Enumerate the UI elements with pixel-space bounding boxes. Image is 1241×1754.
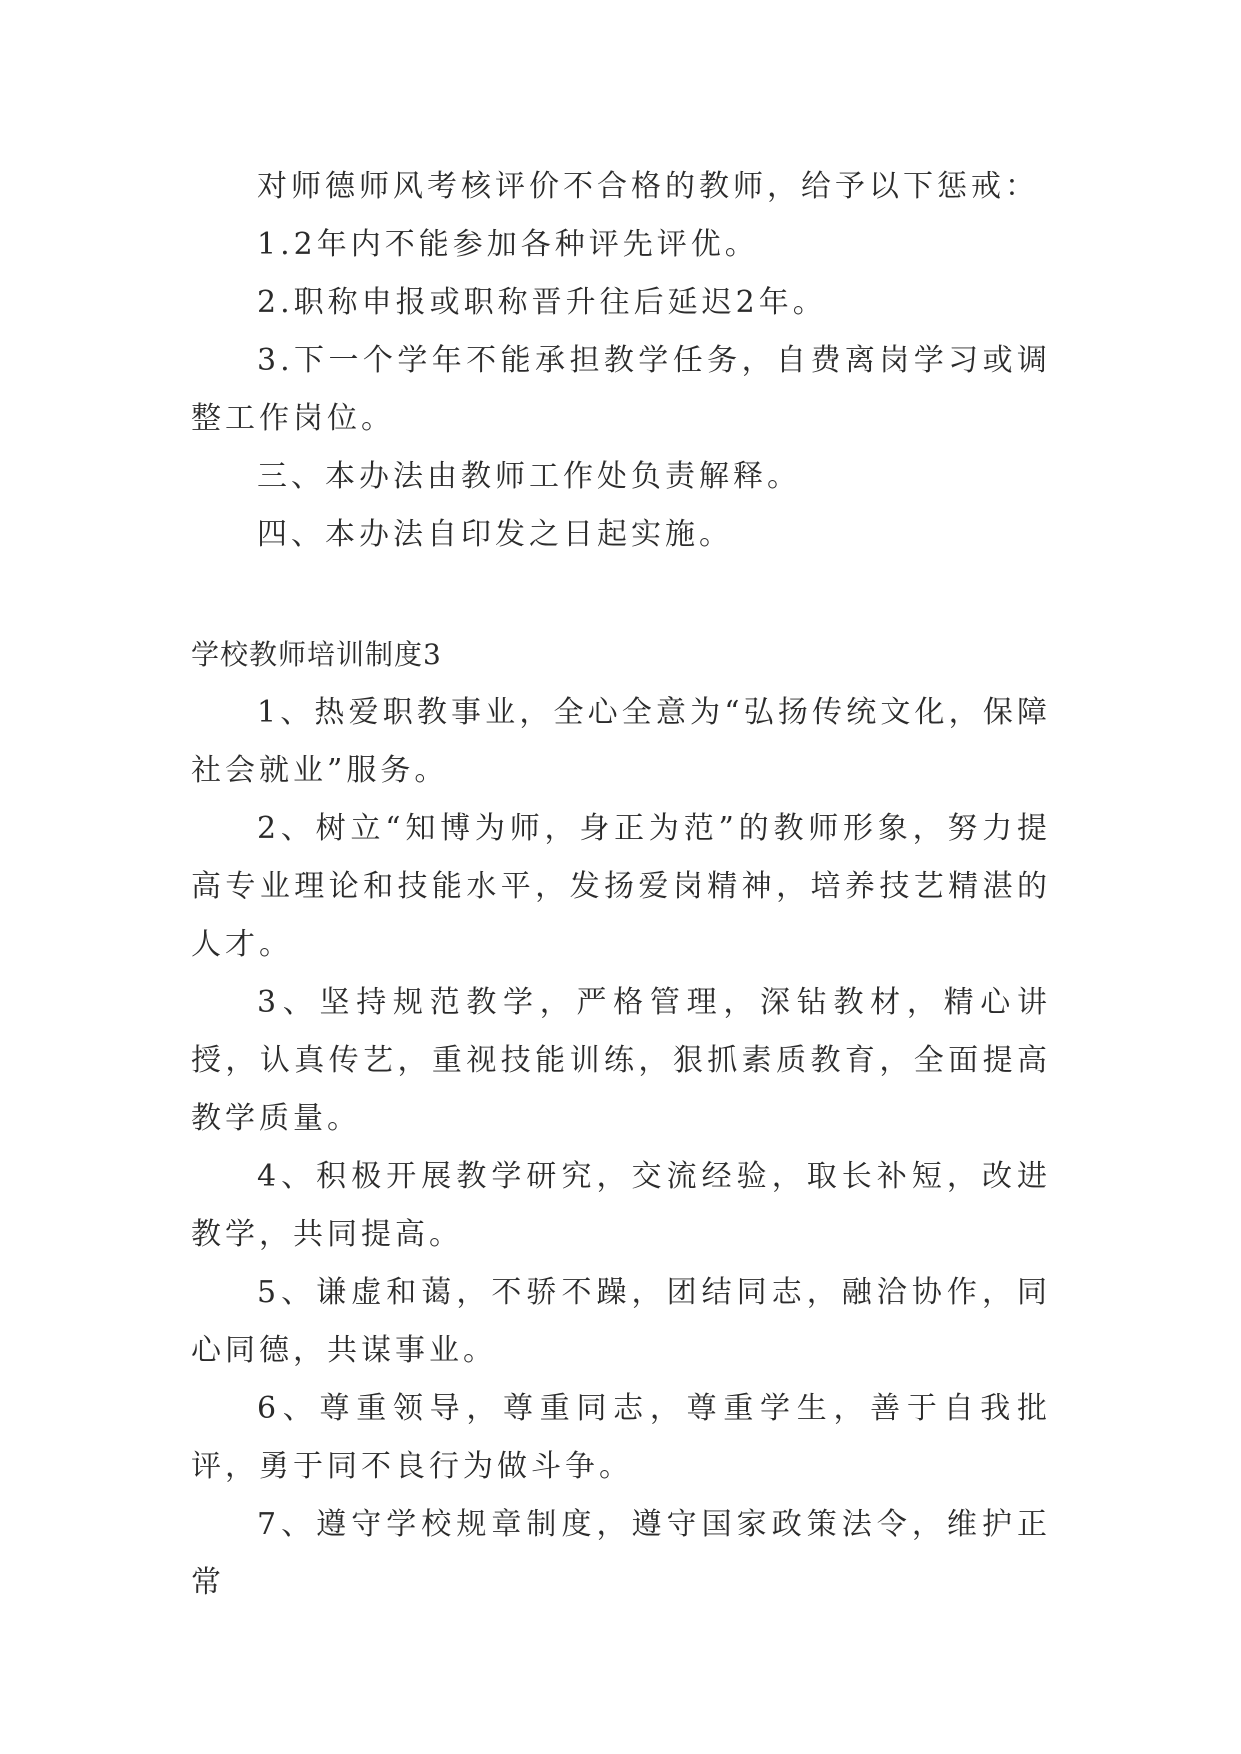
paragraph: 对师德师风考核评价不合格的教师，给予以下惩戒： <box>257 169 1039 204</box>
list-item: 5、谦虚和蔼，不骄不躁，团结同志，融洽协作，同心同德，共谋事业。 <box>191 1275 1051 1368</box>
paragraph: 三、本办法由教师工作处负责解释。 <box>257 459 801 494</box>
section-spacer <box>191 564 1051 626</box>
paragraph: 四、本办法自印发之日起实施。 <box>257 517 733 552</box>
list-item: 7、遵守学校规章制度，遵守国家政策法令，维护正常 <box>191 1507 1051 1600</box>
list-item: 4、积极开展教学研究，交流经验，取长补短，改进教学，共同提高。 <box>191 1159 1051 1252</box>
document-body <box>191 158 1051 1612</box>
list-item: 2.职称申报或职称晋升往后延迟2年。 <box>257 285 827 320</box>
list-item: 2、树立“知博为师，身正为范”的教师形象，努力提高专业理论和技能水平，发扬爱岗精神，培养技艺精湛的人才。 <box>191 811 1051 962</box>
list-item: 3.下一个学年不能承担教学任务，自费离岗学习或调整工作岗位。 <box>191 343 1051 436</box>
list-item: 6、尊重领导，尊重同志，尊重学生，善于自我批评，勇于同不良行为做斗争。 <box>191 1391 1051 1484</box>
section-heading: 学校教师培训制度3 <box>191 638 442 671</box>
list-item: 1.2年内不能参加各种评先评优。 <box>257 227 759 262</box>
list-item: 3、坚持规范教学，严格管理，深钻教材，精心讲授，认真传艺，重视技能训练，狠抓素质教育，全面提高教学质量。 <box>191 985 1051 1136</box>
list-item: 1、热爱职教事业，全心全意为“弘扬传统文化，保障社会就业”服务。 <box>191 695 1051 788</box>
